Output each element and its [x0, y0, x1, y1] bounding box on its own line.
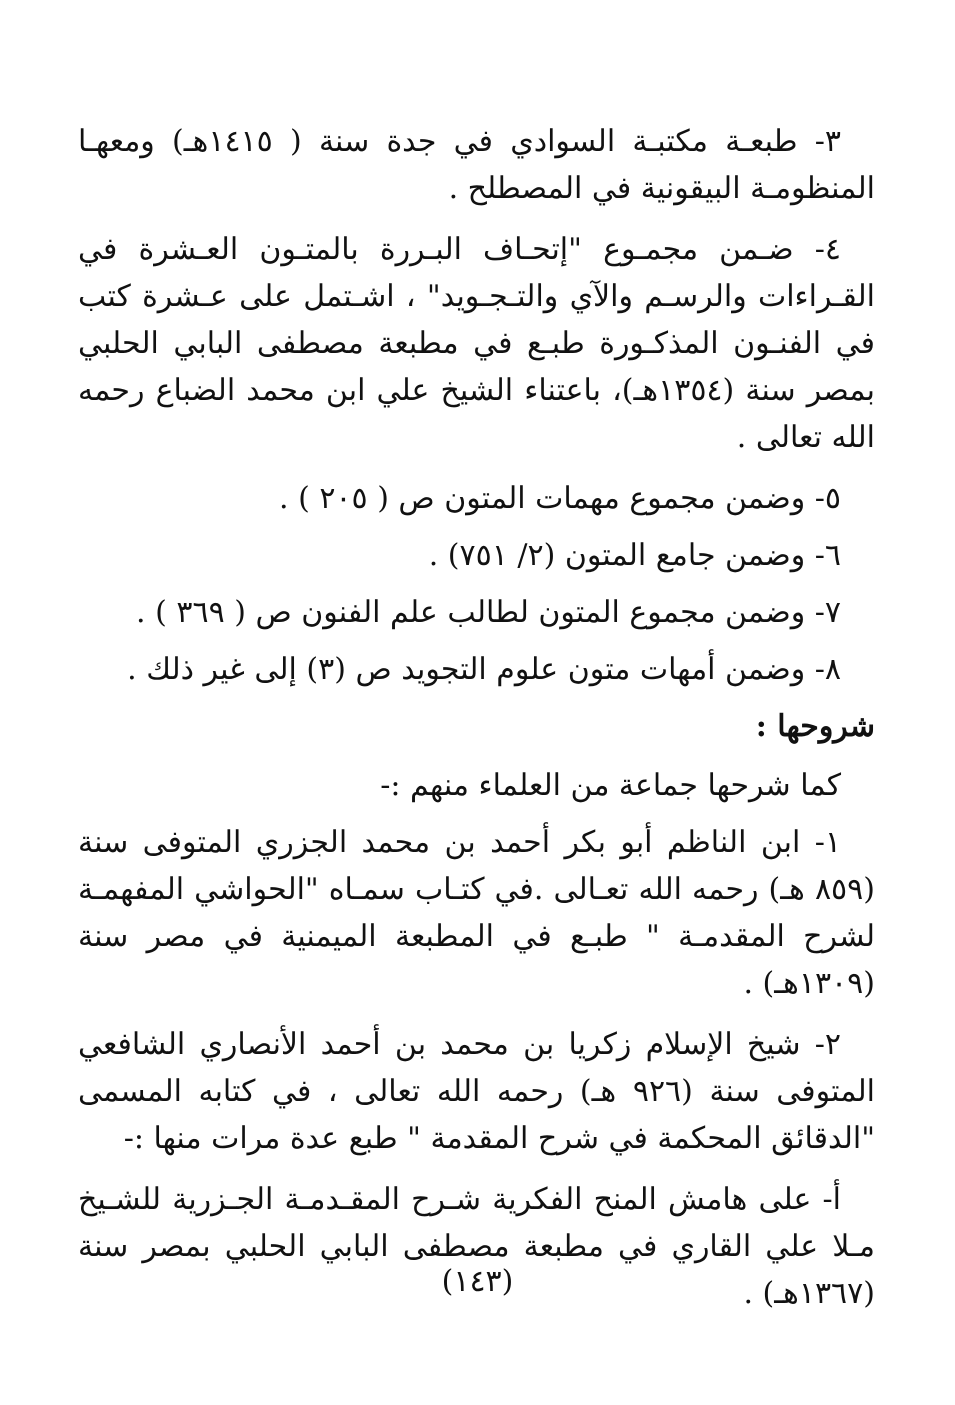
commentary-item-1: ١- ابن الناظم أبو بكر أحمد بن محمد الجزري المتوفى سنة (٨٥٩ هـ) رحمه الله تعـالى .في كتـاب سمـاه "الحواشي المفهمـة لشرح المقدمـة " طبـع في المطبعة الميمنية في مصر سنة (١٣٠٩هـ) . — [78, 825, 875, 1001]
list-item-5: ٥- وضمن مجموع مهمات المتون ص ( ٢٠٥ ) . — [279, 481, 841, 516]
paragraph-item-4: ٤- ضـمن مجمـوع "إتحـاف البـررة بالمتـون العـشرة في القـراءات والرسـم والآي والتـجـويد" ، اشـتمل على عـشرة كتب في الفنـون المذكـورة طبـع في مطبعة مصطفى البابي الحلبي بمصر سنة (١٣٥٤هـ)، باعتناء الشيخ علي ابن محمد الضباع رحمه الله تعالى . — [78, 232, 876, 455]
page-number: (١٤٣) — [441, 1264, 514, 1299]
page-body — [78, 118, 875, 1331]
list-item-6: ٦- وضمن جامع المتون (٢/ ٧٥١) . — [428, 538, 841, 573]
list-item-8: ٨- وضمن أمهات متون علوم التجويد ص (٣) إلى غير ذلك . — [127, 652, 841, 687]
paragraph-item-3: ٣- طبعـة مكتبـة السوادي في جدة سنة ( ١٤١٥هـ) ومعهـا المنظومـة البيقونية في المصطلح . — [78, 124, 875, 206]
section-intro: كما شرحها جماعة من العلماء منهم :- — [380, 768, 841, 803]
list-item-7: ٧- وضمن مجموع المتون لطالب علم الفنون ص ( ٣٦٩ ) . — [136, 595, 841, 630]
commentary-item-2: ٢- شيخ الإسلام زكريا بن محمد بن أحمد الأنصاري الشافعي المتوفى سنة (٩٢٦ هـ) رحمه الله تعالى ، في كتابه المسمى "الدقائق المحكمة في شرح المقدمة " طبع عدة مرات منها :- — [78, 1027, 876, 1156]
section-heading: شروحها : — [755, 709, 875, 744]
commentary-subitem-a: أ- على هامش المنح الفكرية شـرح المقـدمـة الجـزرية للشـيخ مـلا علي القاري في مطبعة مصطفى البابي الحلبي بمصر سنة (١٣٦٧هـ) . — [78, 1182, 875, 1311]
